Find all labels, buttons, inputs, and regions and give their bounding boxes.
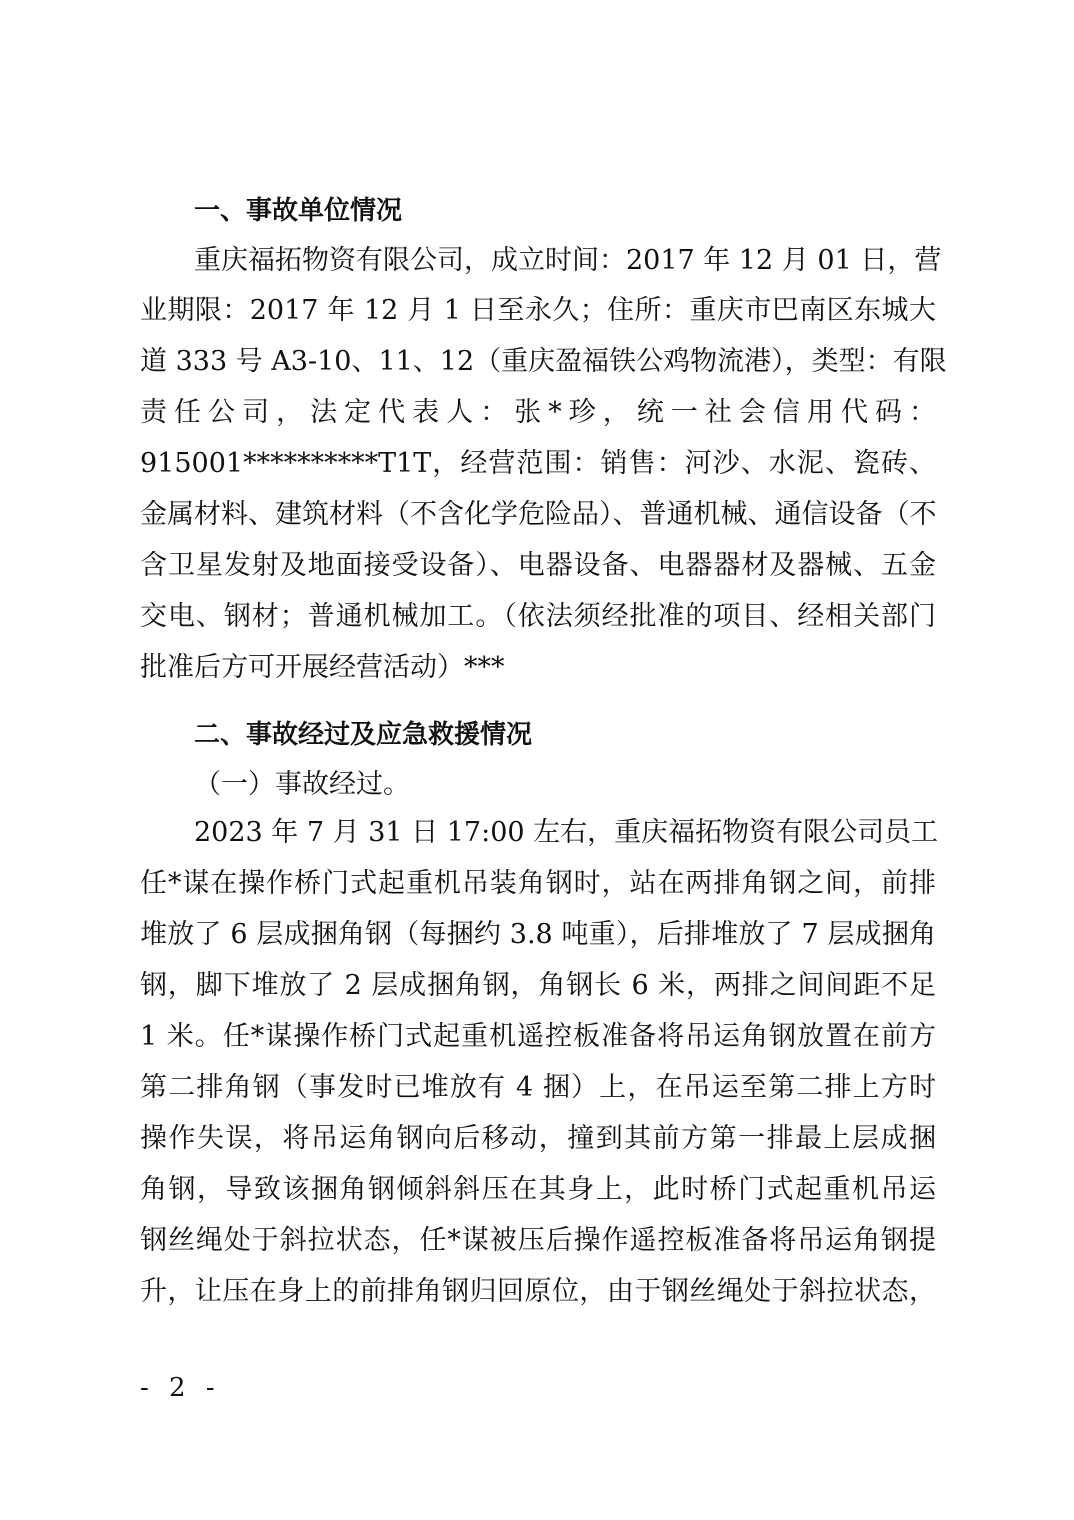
paragraph-line: 责任公司，法定代表人：张*珍，统一社会信用代码： xyxy=(140,397,936,428)
page-number: - 2 - xyxy=(140,1373,221,1403)
paragraph-line: 升，让压在身上的前排角钢归回原位，由于钢丝绳处于斜拉状态， xyxy=(140,1276,936,1307)
paragraph-line: 角钢，导致该捆角钢倾斜斜压在其身上，此时桥门式起重机吊运 xyxy=(140,1174,936,1205)
paragraph-line: 业期限：2017 年 12 月 1 日至永久；住所：重庆市巴南区东城大 xyxy=(140,295,936,326)
paragraph-line: 重庆福拓物资有限公司，成立时间：2017 年 12 月 01 日，营 xyxy=(194,245,942,276)
paragraph-line: 915001**********T1T，经营范围：销售：河沙、水泥、瓷砖、 xyxy=(140,448,936,479)
paragraph-line: 任*谋在操作桥门式起重机吊装角钢时，站在两排角钢之间，前排 xyxy=(140,868,936,899)
paragraph-line: 交电、钢材；普通机械加工。（依法须经批准的项目、经相关部门 xyxy=(140,601,936,632)
paragraph-line: 钢丝绳处于斜拉状态，任*谋被压后操作遥控板准备将吊运角钢提 xyxy=(140,1225,936,1256)
section-heading-1: 一、事故单位情况 xyxy=(194,196,403,226)
section-heading-2: 二、事故经过及应急救援情况 xyxy=(194,720,533,750)
paragraph-line: 含卫星发射及地面接受设备）、电器设备、电器器材及器械、五金 xyxy=(140,550,936,581)
paragraph-line: 1 米。任*谋操作桥门式起重机遥控板准备将吊运角钢放置在前方 xyxy=(140,1021,936,1052)
paragraph-line: 金属材料、建筑材料（不含化学危险品）、普通机械、通信设备（不 xyxy=(140,499,937,530)
paragraph-line: 第二排角钢（事发时已堆放有 4 捆）上，在吊运至第二排上方时 xyxy=(140,1072,936,1103)
paragraph-line: 道 333 号 A3-10、11、12（重庆盈福铁公鸡物流港），类型：有限 xyxy=(140,346,947,377)
subsection-heading: （一）事故经过。 xyxy=(194,769,410,800)
paragraph-line: 钢，脚下堆放了 2 层成捆角钢，角钢长 6 米，两排之间间距不足 xyxy=(140,970,936,1001)
paragraph-line: 堆放了 6 层成捆角钢（每捆约 3.8 吨重），后排堆放了 7 层成捆角 xyxy=(140,919,936,950)
paragraph-line: 2023 年 7 月 31 日 17:00 左右，重庆福拓物资有限公司员工 xyxy=(194,817,939,848)
paragraph-line: 操作失误，将吊运角钢向后移动，撞到其前方第一排最上层成捆 xyxy=(140,1123,936,1154)
paragraph-line: 批准后方可开展经营活动）*** xyxy=(140,652,505,683)
